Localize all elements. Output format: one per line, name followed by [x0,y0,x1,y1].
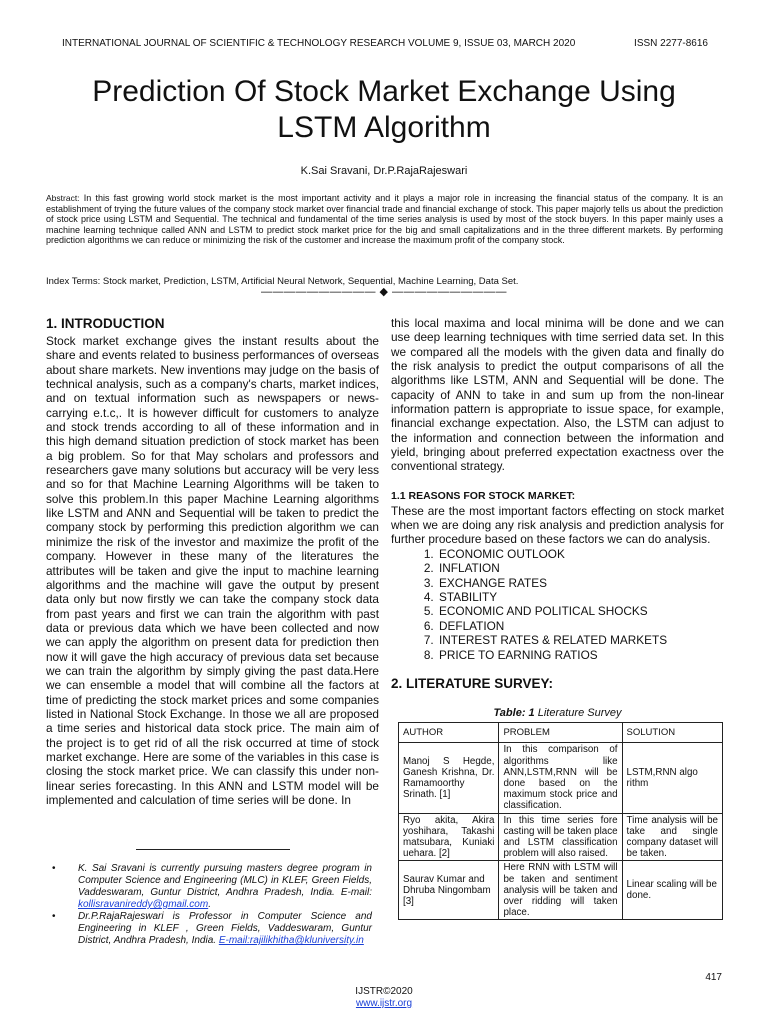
intro-text: Stock market exchange gives the instant results about the share and events related to business performances of overseas about share markets. New inventions may judge on the basis of technical analysis, such as a company's charts, market indices, and on textual information such as newspapers or news-carrying e.t.c,. It is however difficult for customers to analyze and stock trends according to all of these information and in this high demand situation prediction of stock market has been a big problem. So for that May scholars and professors and researchers gave many solutions but accuracy will be very less and so for that Machine Learning Algorithms will be taken to solve this problem.In this paper Machine Learning algorithms like LSTM and ANN and Sequential will be taken to predict the company stock by performing this prediction algorithm we can minimize the risk of the investor and maximize the profit of the company. However in these many of the literatures the attributes will be taken and give the input to machine learning algorithms and the machine will gave the output by present data only but now firstly we can take the company stock data from past years and first we can train the algorithm with past data or previous data which we have been collected and now we can apply the algorithm on present data for prediction then now it will gave the high accuracy of previous data set because we can train the algorithm by simply giving the past data.Here we can ensemble a model that will combine all the factors at time of predicting the stock market prices and some companies listed in National Stock Exchange. In those we all are proposed a time series and historical data stock price. The main aim of the project is to get rid of all the risk occurred at time of stock market exchange. Here are some of the variables in this case is closing the stock market price. We can classify this under non-linear series forecasting. In this ANN and LSTM model will be implemented and calculation of time series will be done. In [46,334,379,807]
footnote-item [52,863,372,911]
cell-problem: Here RNN with LSTM will be taken and sentiment analysis will be taken and over ridding will taken place. [499,861,622,920]
footnote-text: Dr.P.RajaRajeswari is Professor in Computer Science and Engineering in KLEF , Green Fields, Vaddeswaram, Guntur District, Andhra Pradesh, India. [78,911,372,946]
footnote-after: . [208,899,211,910]
page-footer [0,986,768,1010]
list-item: 7. INTEREST RATES & RELATED MARKETS [437,633,724,647]
literature-heading: 2. LITERATURE SURVEY: [391,676,554,692]
reasons-text: These are the most important factors effecting on stock market when we are doing any risk analysis and prediction analysis for further procedure based on these factors we can do analysis. [391,503,724,547]
email-link[interactable]: E-mail:rajilikhitha@kluniversity.in [218,935,364,946]
table-caption-text: Literature Survey [534,707,622,720]
cell-author: Ryo akita, Akira yoshihara, Takashi matsubara, Kuniaki uehara. [2] [399,813,499,861]
intro-continued-text: this local maxima and local minima will be done and we can use deep learning techniques with time serried data set. In this we compared all the models with the given data and finally do the risk analysis to predict the output comparisons of all the algorithms like LSTM, ANN and Sequential will be done. The capacity of ANN to take in and sum up from the non-linear information pattern is appropriate to issue space, for example, financial exchange expectation. Also, the LSTM can adjust to the information and connection between the information and yield, bringing about preferred expectation exactness over the conventional strategy. [391,316,724,474]
list-item: 3. EXCHANGE RATES [437,576,724,590]
paper-title [40,74,728,146]
cell-solution: LSTM,RNN algo rithm [622,743,722,813]
table-header-row [399,723,723,743]
publisher: IJSTR©2020 [355,986,413,997]
cell-solution: Linear scaling will be done. [622,861,722,920]
list-item: 8. PRICE TO EARNING RATIOS [437,648,724,662]
abstract-label: Abstract: [46,193,80,203]
journal-url-link[interactable]: www.ijstr.org [355,998,413,1009]
footnote-rule [136,849,290,850]
abstract-text: In this fast growing world stock market is the most important activity and it plays a major role in increasing the financial status of the company. It is an establishment of trying the future values of the company stock market over financial trade and financial exchange of stock. This paper majorly tells us about the prediction of stock price using LSTM and Sequential. The technical and fundamental of the time series analysis is used by most of the stock buyers. In this paper mainly uses a machine learning technique called ANN and LSTM to predict stock market price for the big and small capitalizations and in the three different markets. By performing prediction algorithms we can reduce or minimizing the risk of the customer and increase the maximum profit of the company stock. [46,193,723,246]
journal-title: INTERNATIONAL JOURNAL OF SCIENTIFIC & TECHNOLOGY RESEARCH VOLUME 9, ISSUE 03, MARCH 2020 [62,38,576,49]
page-number: 417 [705,972,722,983]
footnotes [52,863,372,947]
index-terms-label: Index Terms: [46,276,101,287]
reasons-list [391,547,724,662]
issn: ISSN 2277-8616 [634,38,708,49]
column-header-solution: SOLUTION [622,723,722,743]
bullet: • [52,863,56,874]
right-column [391,316,724,920]
list-item: 1. ECONOMIC OUTLOOK [437,547,724,561]
list-item: 5. ECONOMIC AND POLITICAL SHOCKS [437,604,724,618]
cell-problem: In this time series fore casting will be taken place and LSTM classification problem will also raised. [499,813,622,861]
reasons-heading: 1.1 REASONS FOR STOCK MARKET: [391,489,576,502]
title-line-1: Prediction Of Stock Market Exchange Using [92,75,676,108]
literature-table [398,722,723,920]
column-header-author: AUTHOR [399,723,499,743]
table-row [399,743,723,813]
email-link[interactable]: kollisravanireddy@gmail.com [78,899,209,910]
cell-solution: Time analysis will be take and single company dataset will be taken. [622,813,722,861]
title-line-2: LSTM Algorithm [277,111,491,144]
index-terms-text: Stock market, Prediction, LSTM, Artificial Neural Network, Sequential, Machine Learning, Data Set. [102,276,519,287]
running-header [62,38,708,52]
cell-author: Saurav Kumar and Dhruba Ningombam [3] [399,861,499,920]
intro-heading: 1. INTRODUCTION [46,316,165,331]
table-row [399,861,723,920]
table-caption [391,706,724,720]
table-row [399,813,723,861]
footnote-item [52,911,372,947]
list-item: 6. DEFLATION [437,619,724,633]
abstract [46,193,723,246]
left-column [46,316,379,807]
section-separator: —————————— ◆ —————————— [260,286,508,298]
list-item: 2. INFLATION [437,561,724,575]
column-header-problem: PROBLEM [499,723,622,743]
authors: K.Sai Sravani, Dr.P.RajaRajeswari [300,165,468,177]
footnote-text: K. Sai Sravani is currently pursuing masters degree program in Computer Science and Engineering (MLC) in KLEF, Green Fields, Vaddeswaram, Guntur District, Andhra Pradesh, India. E-mail: [78,863,372,898]
bullet: • [52,911,56,922]
table-caption-label: Table: 1 [493,707,535,720]
list-item: 4. STABILITY [437,590,724,604]
cell-problem: In this comparison of algorithms like ANN,LSTM,RNN will be done based on the maximum stock price and classification. [499,743,622,813]
cell-author: Manoj S Hegde, Ganesh Krishna, Dr. Ramamoorthy Srinath. [1] [399,743,499,813]
